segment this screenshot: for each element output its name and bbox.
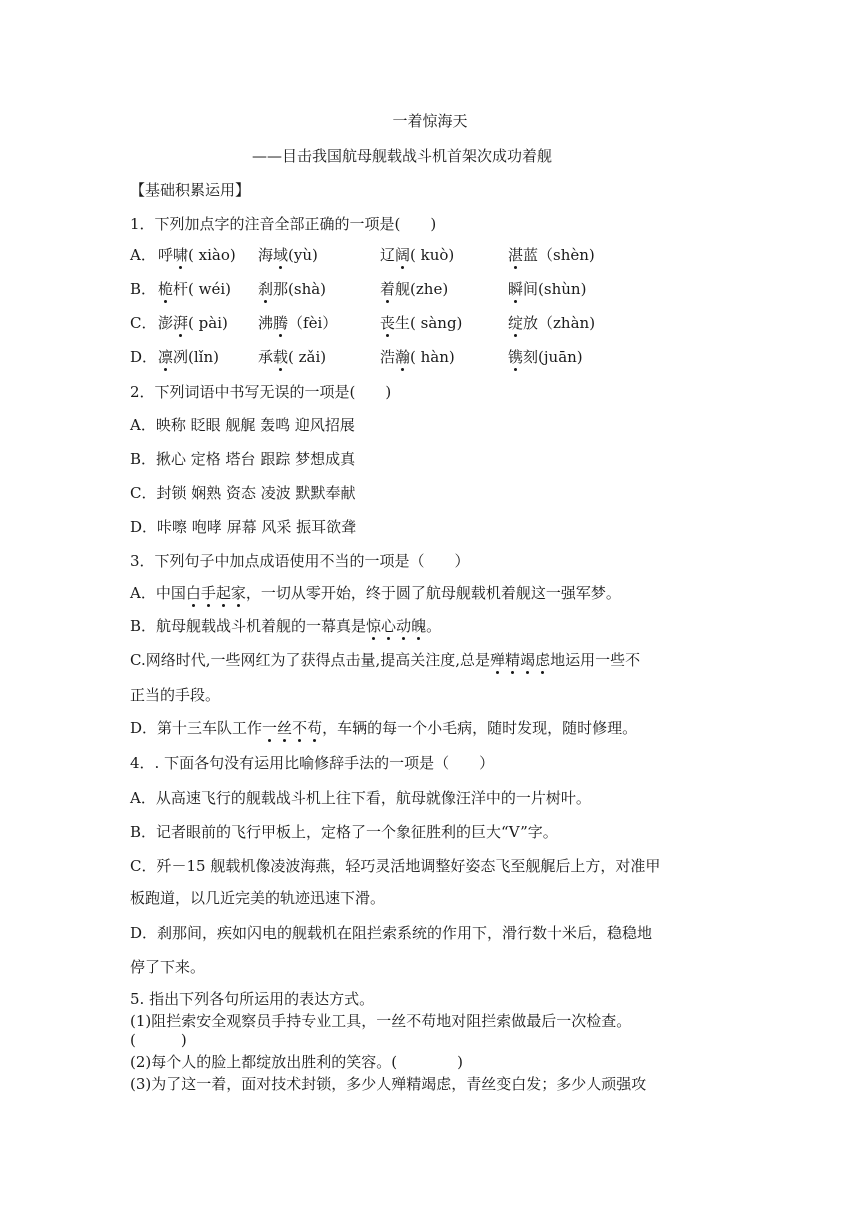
emphasized-char: 不	[292, 719, 308, 737]
question-1-option-label: C．	[130, 314, 157, 332]
question-4-option-a: A．从高速飞行的舰载战斗机上往下看，航母就像汪洋中的一片树叶。	[130, 789, 591, 807]
item-char: 沸	[258, 314, 274, 332]
question-1-option-label: D．	[130, 348, 158, 366]
question-1-option-item	[508, 313, 595, 333]
pinyin-note: ( kuò)	[410, 246, 455, 264]
emphasized-char: 啸	[173, 246, 189, 264]
emphasized-char: 竭	[520, 651, 536, 669]
question-5-item-3: (3)为了这一着，面对技术封锁，多少人殚精竭虑，青丝变白发；多少人顽强攻	[130, 1075, 647, 1093]
question-5-stem: 5. 指出下列各句所运用的表达方式。	[130, 990, 375, 1008]
question-1-option-item	[158, 279, 231, 299]
emphasized-char: 动	[396, 617, 412, 635]
pinyin-note: ( hàn)	[410, 348, 455, 366]
question-1-option-item	[258, 245, 318, 265]
item-char: 蓝	[523, 246, 539, 264]
emphasized-char: 腾	[273, 314, 289, 332]
question-1-option-item	[380, 245, 454, 265]
emphasized-char: 着	[380, 280, 396, 298]
item-char: 放	[523, 314, 539, 332]
question-1-option-item	[258, 347, 326, 367]
sentence-text: A．中国	[130, 584, 186, 602]
pinyin-note: （shèn)	[538, 246, 595, 264]
question-2-option-b: B．揪心 定格 塔台 跟踪 梦想成真	[130, 450, 356, 468]
pinyin-note: (yù)	[288, 246, 318, 264]
item-char: 承	[258, 348, 274, 366]
pinyin-note: ( pài)	[188, 314, 228, 332]
emphasized-char: 丧	[380, 314, 396, 332]
emphasized-char: 域	[273, 246, 289, 264]
page-title: 一着惊海天	[392, 112, 468, 130]
question-1-stem: 1．下列加点字的注音全部正确的一项是( )	[130, 215, 437, 233]
emphasized-char: 起	[215, 584, 231, 602]
emphasized-char: 心	[381, 617, 397, 635]
item-char: 生	[395, 314, 411, 332]
question-1-option-label: B．	[130, 280, 157, 298]
question-3-option-b	[130, 616, 441, 636]
sentence-text: 地运用一些不	[550, 651, 641, 669]
pinyin-note: ( sàng)	[410, 314, 463, 332]
item-char: 海	[258, 246, 274, 264]
question-1-option-item	[380, 347, 455, 367]
sentence-text: ，车辆的每一个小毛病，随时发现，随时修理。	[322, 719, 638, 737]
item-char: 杆	[173, 280, 189, 298]
question-4-option-c: C．歼－15 舰载机像凌波海燕，轻巧灵活地调整好姿态飞至舰艉后上方，对准甲	[130, 857, 661, 875]
question-2-option-d: D．咔嚓 咆哮 屏幕 风采 振耳欲聋	[130, 518, 357, 536]
pinyin-note: (zhe)	[410, 280, 449, 298]
pinyin-note: ( xiào)	[188, 246, 236, 264]
pinyin-note: (shà)	[288, 280, 327, 298]
emphasized-char: 家	[230, 584, 246, 602]
item-char: 刻	[523, 348, 539, 366]
emphasized-char: 虑	[535, 651, 551, 669]
emphasized-char: 阔	[395, 246, 411, 264]
pinyin-note: ( zǎi)	[288, 348, 327, 366]
emphasized-char: 桅	[158, 280, 174, 298]
pinyin-note: (lǐn)	[188, 348, 219, 366]
emphasized-char: 丝	[277, 719, 293, 737]
emphasized-char: 手	[200, 584, 216, 602]
item-char: 澎	[158, 314, 174, 332]
question-4-stem: 4．. 下面各句没有运用比喻修辞手法的一项是（ ）	[130, 754, 495, 772]
item-char: 那	[273, 280, 289, 298]
emphasized-char: 绽	[508, 314, 524, 332]
item-char: 冽	[173, 348, 189, 366]
question-5-item-1-answer-blank: ( )	[130, 1031, 187, 1049]
question-1-option-item	[158, 313, 228, 333]
emphasized-char: 苟	[307, 719, 323, 737]
sentence-text: C.网络时代,一些网红为了获得点击量,提高关注度,总是	[130, 651, 491, 669]
emphasized-char: 凛	[158, 348, 174, 366]
emphasized-char: 魄	[411, 617, 427, 635]
sentence-text: 。	[426, 617, 442, 635]
question-1-option-item	[158, 245, 236, 265]
question-4-option-d-continued: 停了下来。	[130, 958, 206, 976]
question-1-option-label: A．	[130, 246, 156, 264]
question-1-option-item	[158, 347, 219, 367]
question-4-option-b: B．记者眼前的飞行甲板上，定格了一个象征胜利的巨大“V”字。	[130, 823, 558, 841]
pinyin-note: (shùn)	[538, 280, 587, 298]
emphasized-char: 一	[262, 719, 278, 737]
emphasized-char: 瀚	[395, 348, 411, 366]
emphasized-char: 殚	[490, 651, 506, 669]
question-5-item-2: (2)每个人的脸上都绽放出胜利的笑容。( )	[130, 1053, 463, 1071]
item-char: 间	[523, 280, 539, 298]
question-3-option-d	[130, 718, 637, 738]
emphasized-char: 湛	[508, 246, 524, 264]
question-1-option-item	[508, 245, 595, 265]
sentence-text: ，一切从零开始，终于圆了航母舰载机着舰这一强军梦。	[245, 584, 621, 602]
item-char: 浩	[380, 348, 396, 366]
emphasized-char: 湃	[173, 314, 189, 332]
question-1-option-item	[380, 313, 462, 333]
page-subtitle: ——目击我国航母舰载战斗机首架次成功着舰	[252, 147, 553, 165]
emphasized-char: 惊	[366, 617, 382, 635]
item-char: 呼	[158, 246, 174, 264]
question-3-option-c-continued: 正当的手段。	[130, 686, 221, 704]
pinyin-note: （zhàn)	[538, 314, 596, 332]
question-2-stem: 2．下列词语中书写无误的一项是( )	[130, 383, 392, 401]
item-char: 舰	[395, 280, 411, 298]
question-3-stem: 3．下列句子中加点成语使用不当的一项是（ ）	[130, 552, 470, 570]
question-4-option-c-continued: 板跑道，以几近完美的轨迹迅速下滑。	[130, 889, 386, 907]
section-heading: 【基础积累运用】	[130, 181, 251, 199]
question-5-item-1: (1)阻拦索安全观察员手持专业工具，一丝不苟地对阻拦索做最后一次检查。	[130, 1012, 632, 1030]
emphasized-char: 瞬	[508, 280, 524, 298]
emphasized-char: 载	[273, 348, 289, 366]
question-3-option-c	[130, 650, 640, 670]
question-3-option-a	[130, 583, 621, 603]
question-1-option-item	[380, 279, 448, 299]
item-char: 辽	[380, 246, 396, 264]
emphasized-char: 精	[505, 651, 521, 669]
emphasized-char: 白	[185, 584, 201, 602]
pinyin-note: （fèi）	[288, 314, 338, 332]
emphasized-char: 刹	[258, 280, 274, 298]
question-1-option-item	[258, 279, 326, 299]
question-1-option-item	[258, 313, 337, 333]
sentence-text: B．航母舰载战斗机着舰的一幕真是	[130, 617, 367, 635]
question-2-option-a: A．映称 眨眼 舰艉 轰鸣 迎风招展	[130, 416, 355, 434]
question-1-option-item	[508, 347, 583, 367]
pinyin-note: (juān)	[538, 348, 583, 366]
sentence-text: D．第十三车队工作	[130, 719, 263, 737]
question-2-option-c: C．封锁 娴熟 资态 凌波 默默奉献	[130, 484, 356, 502]
question-1-option-item	[508, 279, 586, 299]
pinyin-note: ( wéi)	[188, 280, 232, 298]
emphasized-char: 镌	[508, 348, 524, 366]
question-4-option-d: D．刹那间，疾如闪电的舰载机在阻拦索系统的作用下，滑行数十米后，稳稳地	[130, 924, 653, 942]
